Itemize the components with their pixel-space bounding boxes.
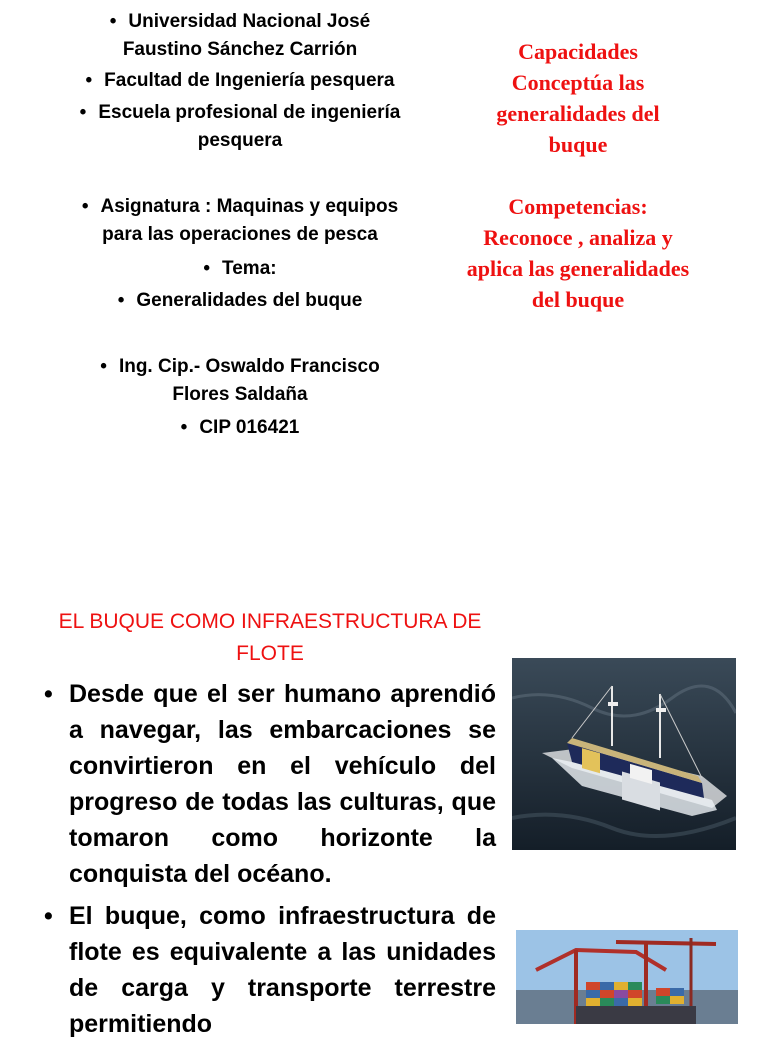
competencias-line: aplica las generalidades [466, 256, 690, 281]
paragraph-2 [44, 898, 496, 1042]
bullet: • [109, 11, 117, 32]
capacidades-line: Conceptúa las [511, 70, 645, 95]
paragraph-text: Desde que el ser humano aprendió a navegar, las embarcaciones se convirtieron en el vehículo del progreso de todas las culturas, que tomaron como horizonte la conquista del océano. [69, 680, 496, 888]
list-item-subject: • Asignatura : Maquinas y equipos para las operaciones de pesca [81, 196, 399, 245]
bullet: • [100, 356, 107, 377]
list-item-university: • Universidad Nacional José Faustino Sánchez Carrión [109, 11, 371, 60]
competencias-heading: Competencias: [508, 194, 648, 219]
slide-title: EL BUQUE COMO INFRAESTRUCTURA DE FLOTE [58, 610, 482, 665]
content-slide [0, 596, 768, 1038]
fishing-vessel-photo [512, 658, 736, 850]
list-item-school: • Escuela profesional de ingeniería pesquera [79, 102, 401, 151]
paragraph-text: El buque, como infraestructura de flote es equivalente a las unidades de carga y transporte terrestre permitiendo [69, 902, 496, 1038]
bullet: • [81, 196, 89, 217]
bullet: • [44, 902, 53, 930]
bullet: • [203, 258, 211, 279]
bullet: • [85, 70, 93, 91]
list-item-faculty: • Facultad de Ingeniería pesquera [85, 70, 395, 91]
list-item-cip: • CIP 016421 [180, 417, 300, 438]
capacidades-heading: Capacidades [518, 39, 638, 64]
bullet: • [180, 417, 188, 438]
bullet: • [44, 680, 53, 708]
competencias-line: Reconoce , analiza y [483, 225, 673, 250]
capacities-competencies [440, 36, 716, 315]
list-item-topic: • Generalidades del buque [117, 290, 363, 311]
capacidades-line: generalidades del [496, 101, 660, 126]
competencias-line: del buque [531, 287, 625, 312]
list-item-topic-label: • Tema: [203, 258, 277, 279]
spacer [440, 160, 716, 191]
paragraph-1 [44, 676, 496, 892]
list-item-instructor: • Ing. Cip.- Oswaldo Francisco Flores Saldaña [100, 356, 380, 405]
capacidades-line: buque [548, 132, 608, 157]
bullet: • [79, 102, 87, 123]
bullet: • [117, 290, 125, 311]
container-port-photo [516, 930, 738, 1024]
